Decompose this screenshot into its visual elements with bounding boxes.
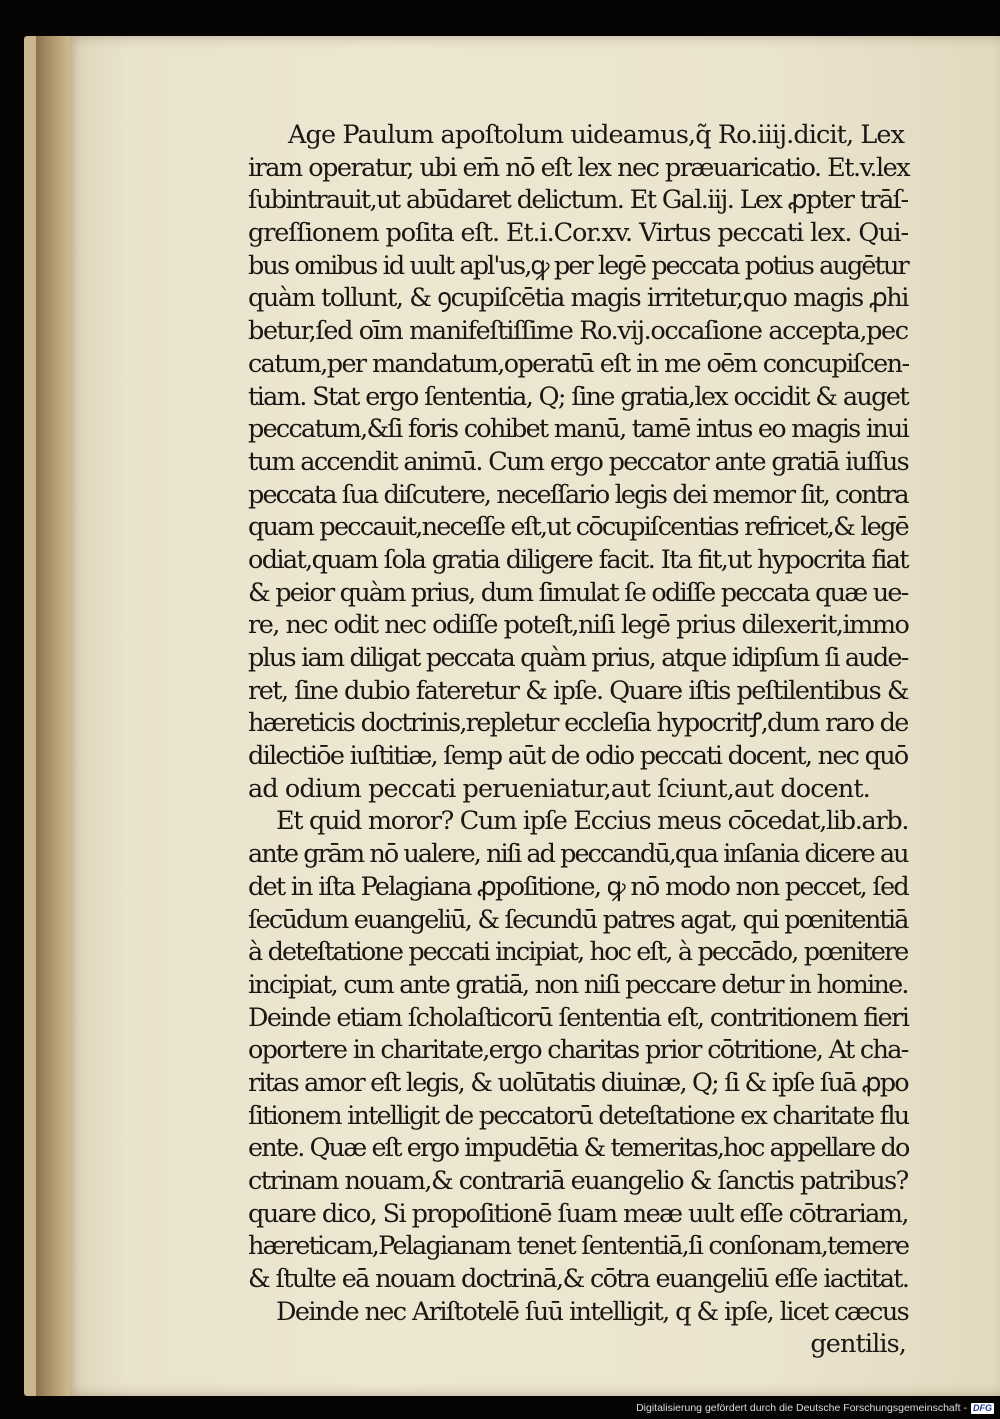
text-line: & peior quàm prius, dum ſimulat ſe odiſſe peccata quæ ue- xyxy=(248,577,908,608)
text-line: betur,ſed oīm manifeſtiſſime Ro.vij.occaſione accepta,pec xyxy=(248,316,908,347)
text-line: tiam. Stat ergo ſententia, Q; ſine gratia,lex occidit & auget xyxy=(248,381,908,412)
body-text xyxy=(248,119,908,1361)
text-line: ante grām nō ualere, niſi ad peccandū,qua inſania dicere au xyxy=(248,839,908,870)
text-line: ret, ſine dubio fateretur & ipſe. Quare iſtis peſtilentibus & xyxy=(248,675,909,706)
text-line: ſecūdum euangeliū, & ſecundū patres agat, qui pœnitentiā xyxy=(248,904,908,935)
text-line: tum accendit animū. Cum ergo peccator ante gratiā iuſſus xyxy=(248,446,909,477)
text-line: peccatum,&ſi foris cohibet manū, tamē intus eo magis inui xyxy=(248,414,909,445)
text-line: re, nec odit nec odiſſe poteſt,niſi legē prius dilexerit,immo xyxy=(248,610,909,641)
digitization-footer xyxy=(604,1400,994,1416)
catchword: gentilis, xyxy=(810,1329,906,1360)
text-line: & ſtulte eā nouam doctrinā,& cōtra euangeliū eſſe iactitat. xyxy=(248,1264,909,1295)
text-line: Deinde nec Ariſtotelē ſuū intelligit, q & ipſe, licet cæcus xyxy=(276,1296,909,1327)
text-line: iram operatur, ubi em̄ nō eſt lex nec præuaricatio. Et.v.lex xyxy=(248,152,910,183)
text-line: ſubintrauit,ut abūdaret delictum. Et Gal.iij. Lex ꝓpter trāſ- xyxy=(248,185,908,216)
text-line: ritas amor eſt legis, & uolūtatis diuinæ, Q; ſi & ipſe ſuā ꝓpo xyxy=(248,1067,908,1098)
text-line: ad odium peccati perueniatur,aut ſciunt,aut docent. xyxy=(248,773,870,804)
text-line: Deinde etiam ſcholaſticorū ſententia eſt, contritionem fieri xyxy=(248,1002,909,1033)
text-line: ſitionem intelligit de peccatorū deteſtatione ex charitate flu xyxy=(248,1100,909,1131)
dfg-logo: DFG xyxy=(973,1402,992,1413)
text-line: quare dico, Si propoſitionē ſuam meæ uult eſſe cōtrariam, xyxy=(248,1198,908,1229)
text-line: oportere in charitate,ergo charitas prior cōtritione, At cha- xyxy=(248,1035,908,1066)
text-line: odiat,quam ſola gratia diligere facit. Ita fit,ut hypocrita fiat xyxy=(248,544,908,575)
text-line: peccata ſua diſcutere, neceſſario legis dei memor ſit, contra xyxy=(248,479,908,510)
text-line: hæreticam,Pelagianam tenet ſententiā,ſi conſonam,temere xyxy=(248,1231,909,1262)
text-line: bus omibus id uult apl'us,ꝙ per legē peccata potius augētur xyxy=(248,250,908,281)
text-line: catum,per mandatum,operatū eſt in me oēm concupiſcen- xyxy=(248,348,909,379)
page-edge-shadow xyxy=(36,36,70,1396)
text-line: incipiat, cum ante gratiā, non niſi peccare detur in homine. xyxy=(248,969,908,1000)
text-line: Age Paulum apoſtolum uideamus,q̃ Ro.iiij.dicit, Lex xyxy=(288,120,905,150)
text-line: dilectiōe iuſtitiæ, ſemp aūt de odio peccati docent, nec quō xyxy=(248,741,908,772)
text-line: plus iam diligat peccata quàm prius, atque idipſum ſi aude- xyxy=(248,643,908,673)
text-line: det in iſta Pelagiana ꝓpoſitione, ꝙ nō modo non peccet, ſed xyxy=(248,871,909,902)
funding-note: Digitalisierung gefördert durch die Deutsche Forschungsgemeinschaft - xyxy=(636,1402,967,1414)
text-line: greſſionem poſita eſt. Et.i.Cor.xv. Virtus peccati lex. Qui- xyxy=(248,218,908,249)
text-line: Et quid moror? Cum ipſe Eccius meus cōcedat,lib.arb. xyxy=(276,806,909,837)
text-line: quam peccauit,neceſſe eſt,ut cōcupiſcentias refricet,& legē xyxy=(248,512,908,543)
text-line: ente. Quæ eſt ergo impudētia & temeritas,hoc appellare do xyxy=(248,1133,909,1164)
text-line: ctrinam nouam,& contrariā euangelio & ſanctis patribus? xyxy=(248,1166,908,1196)
text-line: à deteſtatione peccati incipiat, hoc eſt, à peccādo, pœnitere xyxy=(248,937,908,968)
text-line: hæreticis doctrinis,repletur eccleſia hypocritꝭ,dum raro de xyxy=(248,708,908,739)
text-line: quàm tollunt, & ꝯcupiſcētia magis irritetur,quo magis ꝓhi xyxy=(248,283,908,314)
